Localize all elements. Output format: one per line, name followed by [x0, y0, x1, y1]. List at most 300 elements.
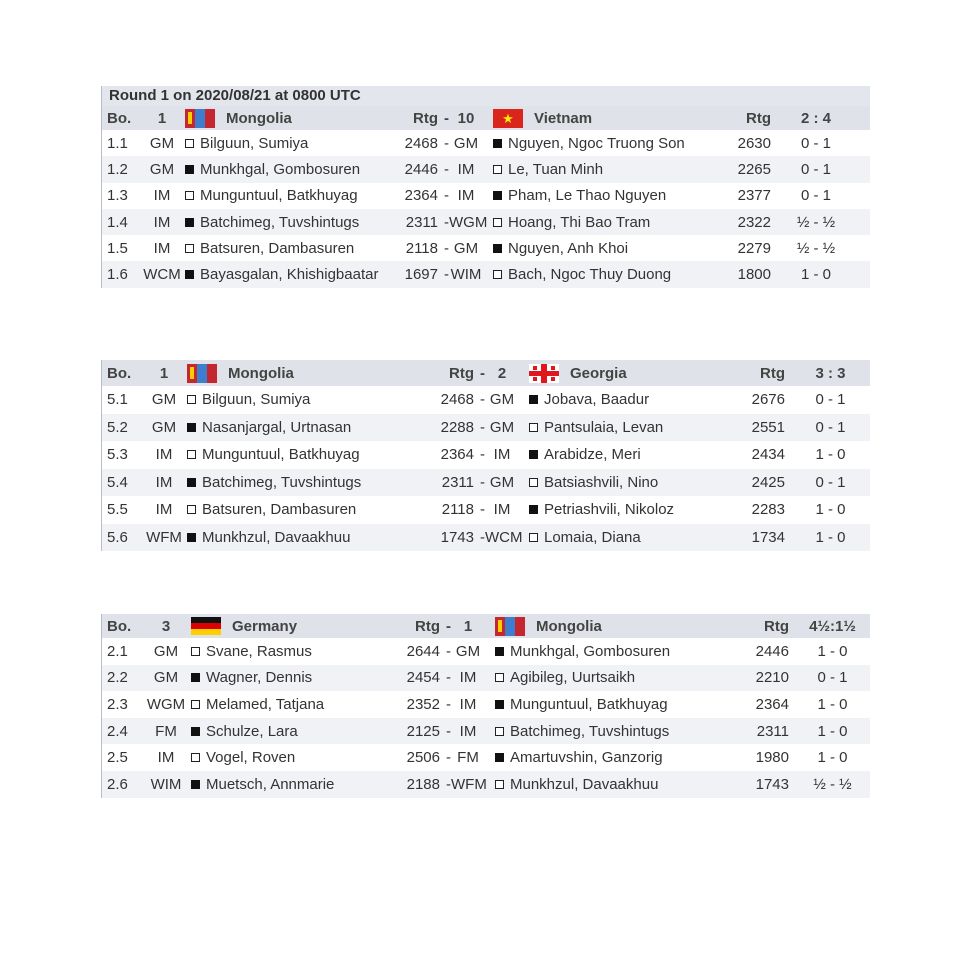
rating-value: 1697 — [404, 266, 438, 284]
player2 — [483, 240, 717, 257]
board-number: 5.6 — [107, 528, 128, 546]
table-row — [101, 638, 870, 665]
player2 — [483, 161, 717, 178]
player1-rating — [391, 723, 451, 740]
board-number: 2.4 — [107, 722, 128, 740]
header-team1-number: 3 — [161, 617, 171, 635]
rating-value: 2311 — [441, 473, 474, 491]
player1 — [191, 669, 391, 686]
rating-dash: - — [480, 364, 485, 382]
player2-title: GM — [453, 239, 479, 257]
player2 — [483, 187, 717, 204]
rating-value: 2468 — [404, 134, 438, 152]
board-number: 2.5 — [107, 749, 128, 767]
header-rating2-label: Rtg — [764, 617, 789, 635]
player1-title: IM — [155, 473, 173, 491]
board-number: 1.2 — [107, 160, 128, 178]
player2-rating: 2425 — [751, 473, 785, 491]
white-piece-icon — [529, 423, 538, 432]
player1-name[interactable]: Bayasgalan, Khishigbaatar — [200, 266, 379, 284]
black-piece-icon — [493, 244, 502, 253]
game-result: 0 - 1 — [815, 473, 846, 491]
player1 — [185, 161, 381, 178]
player2-title: IM — [459, 722, 477, 740]
white-piece-icon — [495, 673, 504, 682]
board-number: 2.3 — [107, 695, 128, 713]
player2-title: FM — [457, 749, 479, 767]
player2-rating: 2279 — [737, 239, 771, 257]
match-table-round-2 — [101, 614, 870, 798]
table-row — [101, 665, 870, 692]
rating-value: 2364 — [440, 446, 474, 464]
player1 — [187, 446, 413, 463]
white-piece-icon — [191, 700, 200, 709]
table-header-row — [101, 360, 870, 386]
player2-title: IM — [493, 501, 511, 519]
player2-rating: 1743 — [755, 775, 789, 793]
rating-dash: - — [444, 213, 449, 231]
player1-title: IM — [153, 213, 171, 231]
black-piece-icon — [187, 478, 196, 487]
player1-title: FM — [155, 722, 177, 740]
header-team2 — [519, 364, 735, 383]
game-result: 0 - 1 — [800, 134, 831, 152]
black-piece-icon — [529, 505, 538, 514]
player1-rating — [391, 696, 451, 713]
black-piece-icon — [187, 533, 196, 542]
player2 — [519, 419, 735, 436]
game-result: 0 - 1 — [815, 418, 846, 436]
game-result: 1 - 0 — [817, 642, 848, 660]
player1-rating — [391, 669, 451, 686]
player1-name[interactable]: Munkhgal, Gombosuren — [200, 160, 361, 178]
rating-dash: - — [446, 722, 451, 740]
player2-rating: 2676 — [751, 391, 785, 409]
player2 — [483, 135, 717, 152]
player2 — [485, 669, 709, 686]
player2-title: IM — [457, 187, 475, 205]
table-row — [101, 183, 870, 209]
player1-title: GM — [149, 160, 175, 178]
black-piece-icon — [493, 139, 502, 148]
white-piece-icon — [495, 727, 504, 736]
player2-title: GM — [453, 134, 479, 152]
player1-rating — [391, 643, 451, 660]
player2 — [485, 749, 709, 766]
player2-rating: 2434 — [751, 446, 785, 464]
game-result: 1 - 0 — [817, 749, 848, 767]
rating-dash: - — [480, 528, 485, 546]
player1-name[interactable]: Munkhzul, Davaakhuu — [202, 528, 351, 546]
player1 — [185, 240, 381, 257]
white-piece-icon — [495, 780, 504, 789]
player1-rating — [391, 776, 451, 793]
black-piece-icon — [191, 727, 200, 736]
game-result: ½ - ½ — [796, 239, 836, 257]
panel-left-border — [101, 86, 102, 288]
white-piece-icon — [185, 191, 194, 200]
panel-left-border — [101, 614, 102, 798]
player2-rating: 1800 — [737, 266, 771, 284]
player1 — [185, 266, 381, 283]
player1-title: GM — [153, 642, 179, 660]
player2 — [519, 446, 735, 463]
player1 — [187, 474, 413, 491]
table-row — [101, 156, 870, 182]
player1-title: WCM — [143, 266, 181, 284]
player1-name[interactable]: Munguntuul, Batkhuyag — [200, 187, 358, 205]
flag-mongolia-icon — [187, 364, 217, 383]
white-piece-icon — [185, 244, 194, 253]
rating-value: 2118 — [405, 239, 438, 257]
rating-dash: - — [446, 617, 451, 635]
rating-value: 2288 — [440, 418, 474, 436]
player2-rating: 2210 — [755, 669, 789, 687]
header-board-label: Bo. — [107, 109, 132, 127]
player2-title: GM — [489, 473, 515, 491]
player1-rating — [381, 135, 449, 152]
player2-name[interactable]: Munkhgal, Gombosuren — [510, 642, 671, 660]
player2-name[interactable]: Pantsulaia, Levan — [544, 418, 664, 436]
player2-name[interactable]: Batsiashvili, Nino — [544, 473, 659, 491]
rating-value: 2352 — [406, 695, 440, 713]
player1-title: WFM — [146, 528, 182, 546]
player1 — [191, 723, 391, 740]
rating-dash: - — [480, 473, 485, 491]
player1-rating — [413, 529, 485, 546]
player1-name[interactable]: Bilguun, Sumiya — [200, 134, 309, 152]
player1-rating — [381, 240, 449, 257]
rating-dash: - — [444, 160, 449, 178]
rating-dash: - — [444, 109, 449, 127]
player2-name[interactable]: Le, Tuan Minh — [508, 160, 604, 178]
player1-name[interactable]: Schulze, Lara — [206, 722, 298, 740]
player1-title: IM — [155, 446, 173, 464]
player1 — [187, 391, 413, 408]
player1 — [187, 419, 413, 436]
flag-georgia-icon — [529, 364, 559, 383]
player1-rating — [413, 419, 485, 436]
table-header-row — [101, 614, 870, 638]
white-piece-icon — [493, 218, 502, 227]
player1-name[interactable]: Vogel, Roven — [206, 749, 296, 767]
rating-value: 2311 — [405, 213, 438, 231]
player2-title: GM — [489, 418, 515, 436]
player1-title: IM — [153, 239, 171, 257]
board-number: 1.1 — [107, 134, 128, 152]
player1-title: WGM — [146, 695, 186, 713]
table-row — [101, 261, 870, 287]
header-match-score: 4½:1½ — [809, 617, 856, 635]
player1 — [191, 776, 391, 793]
white-piece-icon — [191, 753, 200, 762]
black-piece-icon — [529, 450, 538, 459]
table-header-row — [101, 106, 870, 130]
player2-name[interactable]: Arabidze, Meri — [544, 446, 641, 464]
table-row — [101, 386, 870, 414]
player1-title: GM — [151, 391, 177, 409]
header-board-label: Bo. — [107, 364, 132, 382]
player1-name[interactable]: Munguntuul, Batkhuyag — [202, 446, 360, 464]
header-rating2-label: Rtg — [746, 109, 771, 127]
player1 — [191, 643, 391, 660]
board-number: 1.5 — [107, 239, 128, 257]
rating-dash: - — [480, 391, 485, 409]
player1-name[interactable]: Batsuren, Dambasuren — [202, 501, 357, 519]
header-team2-number: 10 — [457, 109, 475, 127]
rating-value: 2188 — [406, 775, 440, 793]
table-row — [101, 441, 870, 469]
player2-rating: 2551 — [751, 418, 785, 436]
rating-value: 2125 — [406, 722, 440, 740]
player1-rating — [381, 266, 449, 283]
player1 — [187, 501, 413, 518]
black-piece-icon — [187, 423, 196, 432]
player2-title: GM — [455, 642, 481, 660]
flag-germany-icon — [191, 617, 221, 636]
panel-left-border — [101, 360, 102, 551]
board-number: 2.6 — [107, 775, 128, 793]
player2-title: IM — [493, 446, 511, 464]
board-number: 2.1 — [107, 642, 128, 660]
player2-name[interactable]: Batchimeg, Tuvshintugs — [510, 722, 670, 740]
flag-vietnam-icon: ★ — [493, 109, 523, 128]
match-table-round-5 — [101, 360, 870, 551]
game-result: 0 - 1 — [815, 391, 846, 409]
rating-value: 2468 — [440, 391, 474, 409]
table-row — [101, 414, 870, 442]
player1-title: GM — [151, 418, 177, 436]
player1-name[interactable]: Nasanjargal, Urtnasan — [202, 418, 352, 436]
white-piece-icon — [493, 165, 502, 174]
player1-title: GM — [153, 669, 179, 687]
player2 — [483, 266, 717, 283]
match-table-round-1 — [101, 86, 870, 288]
player1 — [185, 187, 381, 204]
player2-name[interactable]: Nguyen, Ngoc Truong Son — [508, 134, 685, 152]
white-piece-icon — [529, 533, 538, 542]
rating-value: 2506 — [406, 749, 440, 767]
black-piece-icon — [185, 218, 194, 227]
white-piece-icon — [187, 395, 196, 404]
player1-name[interactable]: Batsuren, Dambasuren — [200, 239, 355, 257]
player2-title: WFM — [451, 775, 487, 793]
player2-name[interactable]: Nguyen, Anh Khoi — [508, 239, 629, 257]
black-piece-icon — [495, 647, 504, 656]
header-team1 — [191, 617, 391, 636]
player2 — [485, 696, 709, 713]
player1-rating — [381, 214, 449, 231]
header-rating1-label — [413, 365, 485, 382]
player2-rating: 2377 — [737, 187, 771, 205]
rating-dash: - — [446, 642, 451, 660]
rating-dash: - — [480, 418, 485, 436]
player2-title: IM — [459, 669, 477, 687]
player1-rating — [413, 474, 485, 491]
player1-name[interactable]: Wagner, Dennis — [206, 669, 313, 687]
player1-rating — [413, 446, 485, 463]
player1-rating — [381, 161, 449, 178]
black-piece-icon — [191, 673, 200, 682]
header-team2-name[interactable]: Mongolia — [536, 617, 602, 635]
player2-rating: 2630 — [737, 134, 771, 152]
rating-dash: - — [446, 695, 451, 713]
header-team1 — [185, 109, 381, 128]
rating-dash: - — [444, 239, 449, 257]
header-rating2-label: Rtg — [760, 364, 785, 382]
player2-rating: 2283 — [751, 501, 785, 519]
board-number: 5.2 — [107, 418, 128, 436]
player1-title: IM — [157, 749, 175, 767]
game-result: ½ - ½ — [813, 775, 852, 793]
header-team1-name[interactable]: Germany — [232, 617, 298, 635]
rating-dash: - — [446, 749, 451, 767]
rating-dash: - — [444, 266, 449, 284]
black-piece-icon — [191, 780, 200, 789]
player1-rating — [391, 749, 451, 766]
player2 — [485, 776, 709, 793]
player2 — [485, 723, 709, 740]
board-number: 5.4 — [107, 473, 128, 491]
board-number: 5.1 — [107, 391, 128, 409]
header-team1-number: 1 — [159, 364, 169, 382]
black-piece-icon — [495, 753, 504, 762]
player2-name[interactable]: Jobava, Baadur — [544, 391, 650, 409]
player2 — [519, 391, 735, 408]
rating-value: 1743 — [440, 528, 474, 546]
board-number: 1.4 — [107, 213, 128, 231]
white-piece-icon — [185, 139, 194, 148]
player2 — [519, 474, 735, 491]
game-result: 1 - 0 — [815, 446, 846, 464]
white-piece-icon — [187, 450, 196, 459]
table-row — [101, 469, 870, 497]
player2-name[interactable]: Munkhzul, Davaakhuu — [510, 775, 659, 793]
header-team1-name[interactable]: Mongolia — [228, 364, 294, 382]
rating-value: 2364 — [404, 187, 438, 205]
player1-title: IM — [155, 501, 173, 519]
white-piece-icon — [187, 505, 196, 514]
rating-dash: - — [444, 134, 449, 152]
header-team2-number: 1 — [463, 617, 473, 635]
flag-mongolia-icon — [495, 617, 525, 636]
game-result: 0 - 1 — [800, 187, 831, 205]
player2-rating: 1980 — [755, 749, 789, 767]
game-result: 1 - 0 — [817, 722, 848, 740]
player2-name[interactable]: Pham, Le Thao Nguyen — [508, 187, 667, 205]
board-number: 5.5 — [107, 501, 128, 519]
player2 — [519, 529, 735, 546]
player1 — [191, 696, 391, 713]
table-row — [101, 744, 870, 771]
player1-title: IM — [153, 187, 171, 205]
table-row — [101, 771, 870, 798]
table-row — [101, 496, 870, 524]
table-row — [101, 718, 870, 745]
table-row — [101, 524, 870, 552]
header-match-score: 2 : 4 — [800, 109, 831, 127]
header-rating1-label — [391, 618, 451, 635]
player1 — [185, 135, 381, 152]
game-result: 1 - 0 — [815, 528, 846, 546]
player2-title: WCM — [485, 528, 523, 546]
player2-title: WGM — [449, 213, 488, 231]
board-number: 5.3 — [107, 446, 128, 464]
black-piece-icon — [185, 165, 194, 174]
rating-dash: - — [444, 187, 449, 205]
rating-value: 2446 — [404, 160, 438, 178]
player2-title: IM — [457, 160, 475, 178]
table-row — [101, 130, 870, 156]
player1-title: WIM — [150, 775, 182, 793]
header-team2-name[interactable]: Georgia — [570, 364, 627, 382]
player1-name[interactable]: Bilguun, Sumiya — [202, 391, 311, 409]
player1-rating — [413, 391, 485, 408]
player2-name[interactable]: Lomaia, Diana — [544, 528, 641, 546]
header-team2-number: 2 — [497, 364, 507, 382]
rating-label: Rtg — [413, 109, 438, 127]
player2-rating: 2322 — [737, 213, 771, 231]
rating-value: 2644 — [406, 642, 440, 660]
rating-label: Rtg — [415, 617, 440, 635]
player1-name[interactable]: Melamed, Tatjana — [206, 695, 325, 713]
player2-name[interactable]: Agibileg, Uurtsaikh — [510, 669, 636, 687]
player2-name[interactable]: Hoang, Thi Bao Tram — [508, 213, 651, 231]
player2 — [519, 501, 735, 518]
header-team2-name[interactable]: Vietnam — [534, 109, 593, 127]
header-rating1-label — [381, 110, 449, 127]
black-piece-icon — [185, 270, 194, 279]
white-piece-icon — [529, 478, 538, 487]
rating-dash: - — [446, 775, 451, 793]
player2-name[interactable]: Munguntuul, Batkhuyag — [510, 695, 668, 713]
round-caption: Round 1 on 2020/08/21 at 0800 UTC — [101, 86, 870, 106]
rating-value: 2118 — [441, 501, 474, 519]
player2-rating: 1734 — [751, 528, 785, 546]
player2 — [485, 643, 709, 660]
player1 — [187, 529, 413, 546]
black-piece-icon — [495, 700, 504, 709]
rating-value: 2454 — [406, 669, 440, 687]
player1-title: GM — [149, 134, 175, 152]
header-match-score: 3 : 3 — [815, 364, 846, 382]
header-team1-name[interactable]: Mongolia — [226, 109, 292, 127]
table-row — [101, 209, 870, 235]
white-piece-icon — [493, 270, 502, 279]
player1-name[interactable]: Batchimeg, Tuvshintugs — [200, 213, 360, 231]
rating-dash: - — [480, 501, 485, 519]
board-number: 1.3 — [107, 187, 128, 205]
black-piece-icon — [493, 191, 502, 200]
player1-name[interactable]: Batchimeg, Tuvshintugs — [202, 473, 362, 491]
header-team1 — [187, 364, 413, 383]
player2-rating: 2311 — [756, 722, 789, 740]
player2-name[interactable]: Amartuvshin, Ganzorig — [510, 749, 663, 767]
player2-name[interactable]: Petriashvili, Nikoloz — [544, 501, 675, 519]
player2 — [483, 214, 717, 231]
game-result: 0 - 1 — [817, 669, 848, 687]
player1 — [191, 749, 391, 766]
player2-name[interactable]: Bach, Ngoc Thuy Duong — [508, 266, 672, 284]
player1-name[interactable]: Muetsch, Annmarie — [206, 775, 335, 793]
rating-dash: - — [446, 669, 451, 687]
player1-name[interactable]: Svane, Rasmus — [206, 642, 312, 660]
game-result: ½ - ½ — [796, 213, 836, 231]
player2-rating: 2364 — [755, 695, 789, 713]
table-row — [101, 691, 870, 718]
player1-rating — [381, 187, 449, 204]
rating-label: Rtg — [449, 364, 474, 382]
